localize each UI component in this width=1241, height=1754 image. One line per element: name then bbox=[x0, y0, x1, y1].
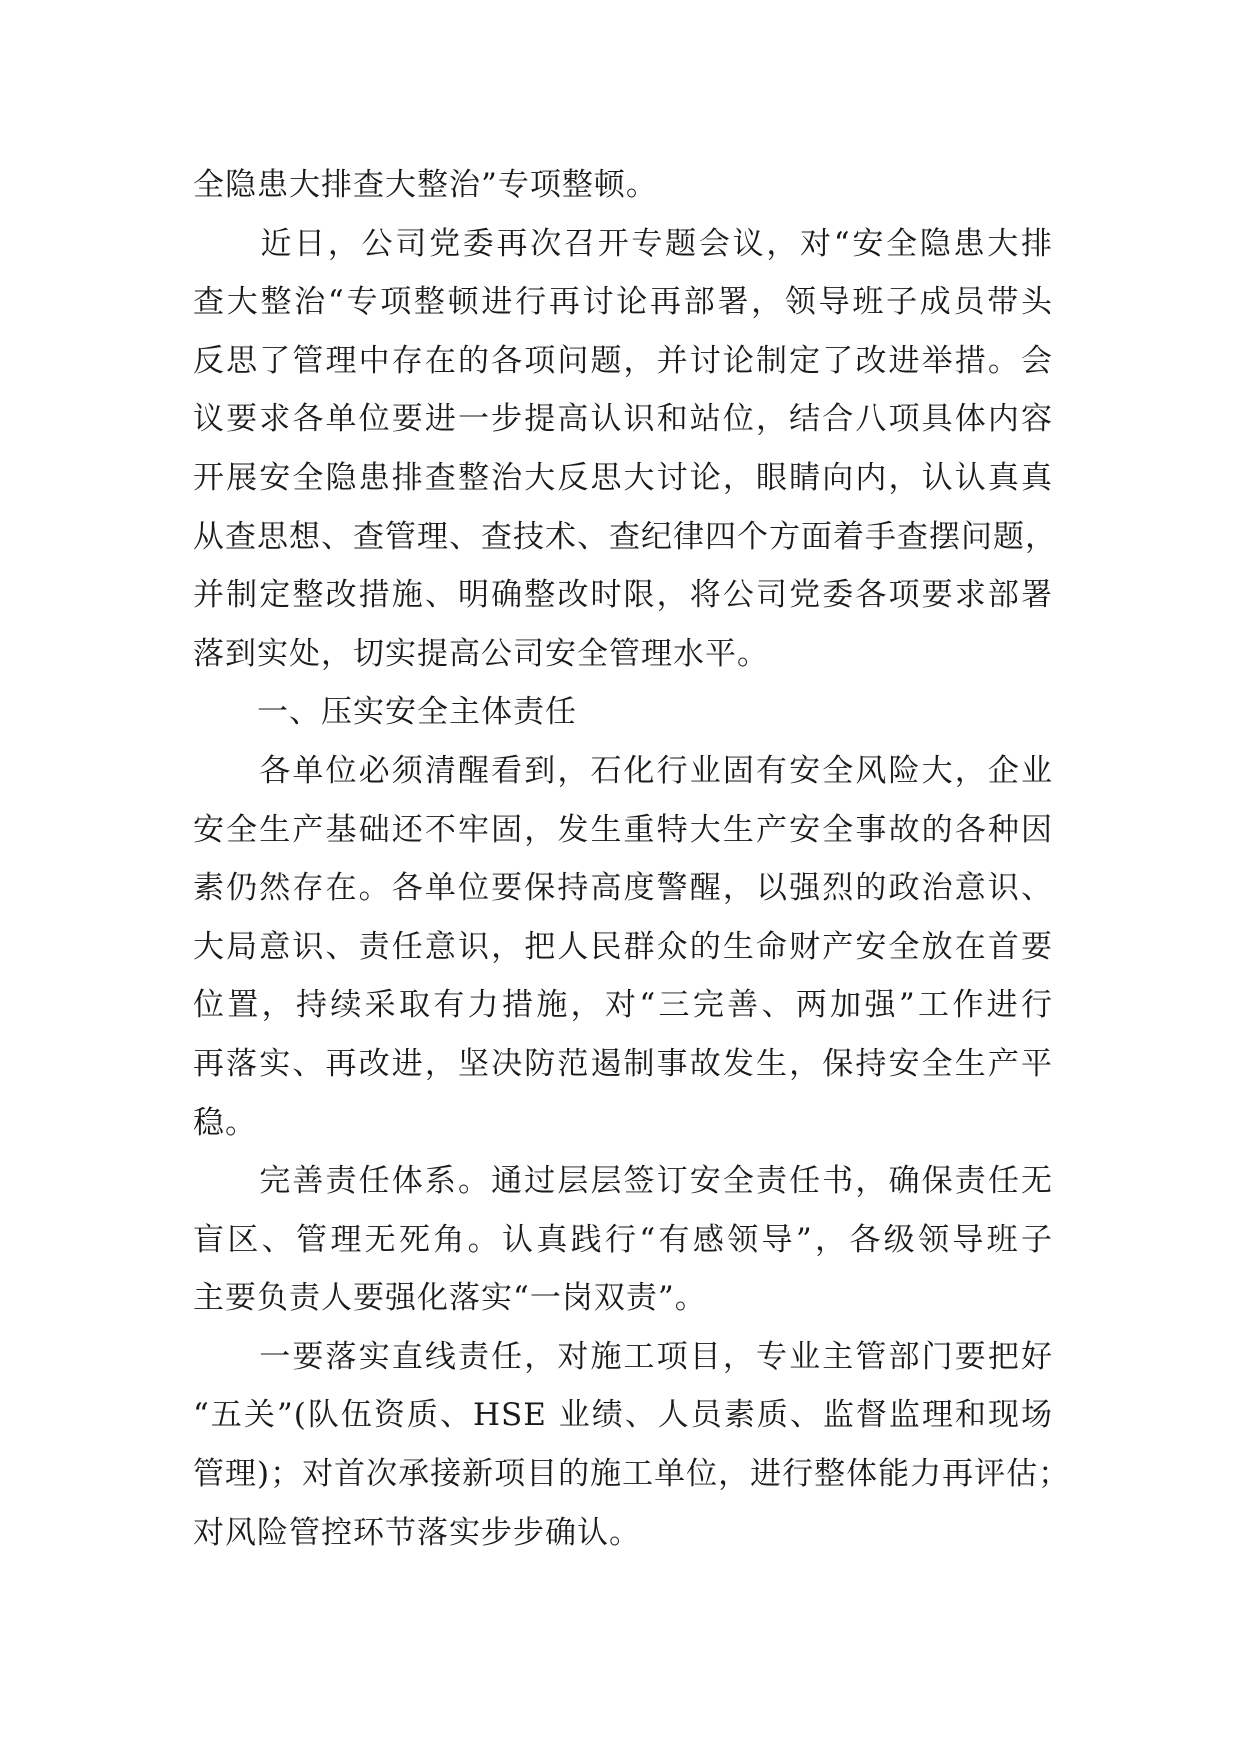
text-line: 主要负责人要强化落实“一岗双责”。 bbox=[193, 1280, 707, 1317]
text-line: 位置，持续采取有力措施，对“三完善、两加强”工作进行 bbox=[193, 987, 1053, 1024]
text-line: 开展安全隐患排查整治大反思大讨论，眼睛向内，认认真真 bbox=[193, 459, 1053, 496]
text-line: 再落实、再改进，坚决防范遏制事故发生，保持安全生产平 bbox=[193, 1045, 1053, 1082]
text-line: 从查思想、查管理、查技术、查纪律四个方面着手查摆问题， bbox=[193, 518, 1057, 555]
text-line: 各单位必须清醒看到，石化行业固有安全风险大，企业 bbox=[193, 752, 1053, 789]
text-line: 并制定整改措施、明确整改时限，将公司党委各项要求部署 bbox=[193, 577, 1053, 614]
text-line: 大局意识、责任意识，把人民群众的生命财产安全放在首要 bbox=[193, 928, 1053, 965]
text-line: 一要落实直线责任，对施工项目，专业主管部门要把好 bbox=[193, 1338, 1053, 1375]
text-line: “五关”(队伍资质、HSE 业绩、人员素质、监督监理和现场 bbox=[193, 1397, 1053, 1434]
text-line: 完善责任体系。通过层层签订安全责任书，确保责任无 bbox=[193, 1163, 1053, 1200]
text-line: 安全生产基础还不牢固，发生重特大生产安全事故的各种因 bbox=[193, 811, 1053, 848]
body-text bbox=[193, 156, 1071, 1562]
text-line: 查大整治“专项整顿进行再讨论再部署，领导班子成员带头 bbox=[193, 284, 1053, 321]
text-line: 反思了管理中存在的各项问题，并讨论制定了改进举措。会 bbox=[193, 342, 1053, 379]
section-heading: 一、压实安全主体责任 bbox=[193, 694, 577, 731]
text-line: 素仍然存在。各单位要保持高度警醒，以强烈的政治意识、 bbox=[193, 870, 1053, 907]
text-line: 议要求各单位要进一步提高认识和站位，结合八项具体内容 bbox=[193, 401, 1053, 438]
text-line: 盲区、管理无死角。认真践行“有感领导”，各级领导班子 bbox=[193, 1221, 1053, 1258]
text-line: 落到实处，切实提高公司安全管理水平。 bbox=[193, 635, 769, 672]
text-line: 稳。 bbox=[193, 1104, 257, 1141]
text-line: 近日，公司党委再次召开专题会议，对“安全隐患大排 bbox=[193, 225, 1053, 262]
text-line: 管理)；对首次承接新项目的施工单位，进行整体能力再评估； bbox=[193, 1456, 1071, 1493]
text-line: 对风险管控环节落实步步确认。 bbox=[193, 1514, 641, 1551]
text-line: 全隐患大排查大整治”专项整顿。 bbox=[193, 167, 658, 203]
